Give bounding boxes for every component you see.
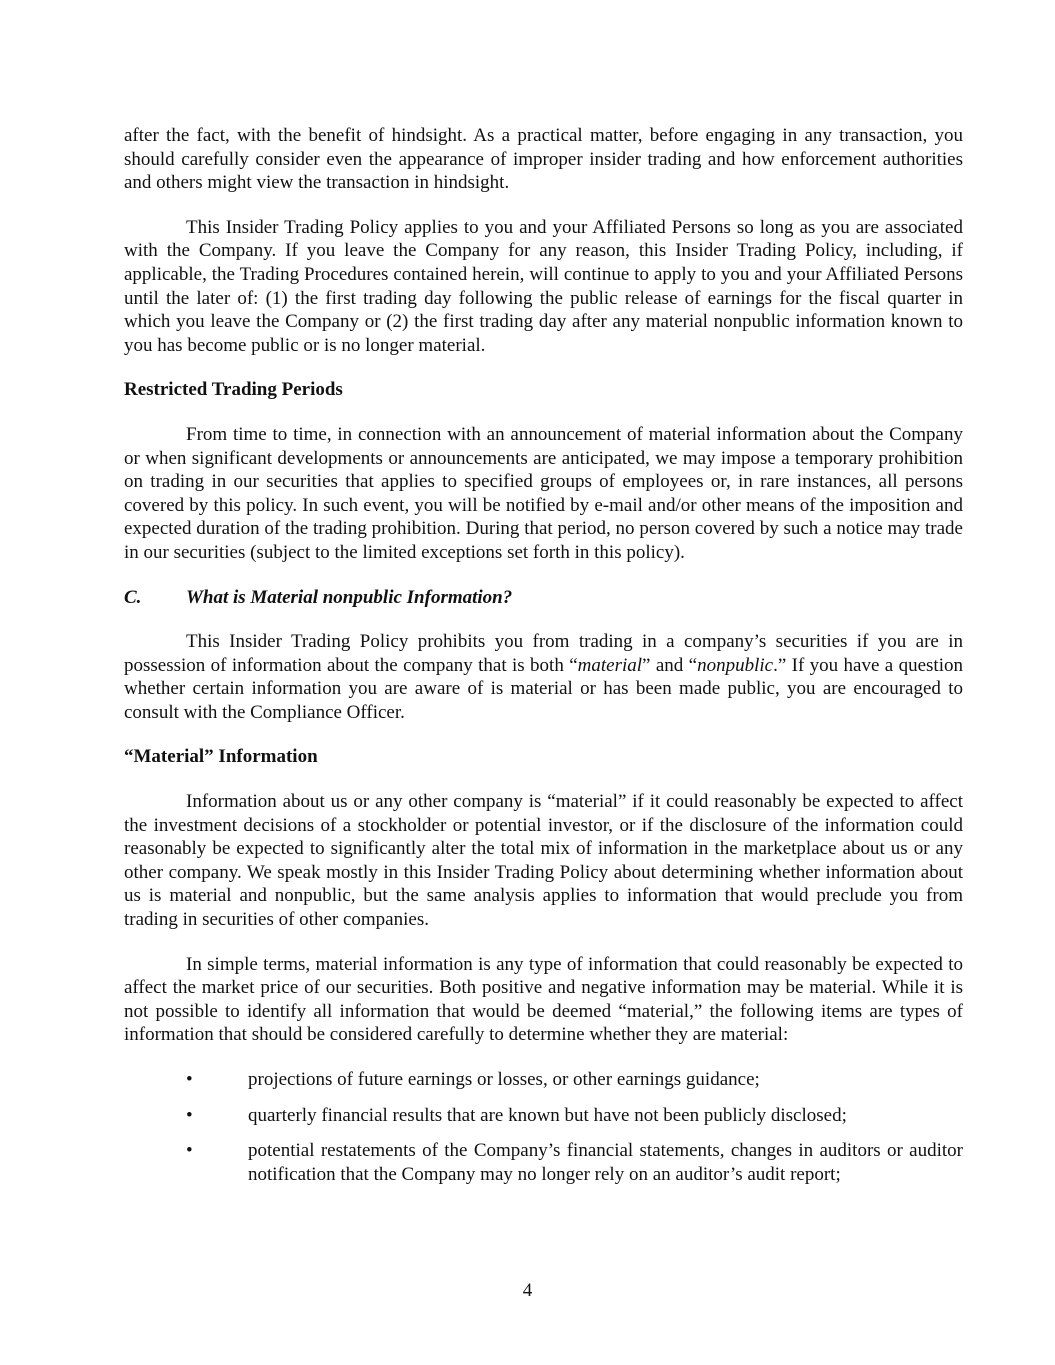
paragraph-material-nonpublic <box>124 630 963 724</box>
paragraph-material-definition: Information about us or any other company is “material” if it could reasonably be expected to affect the investment decisions of a stockholder or potential investor, or if the disclosure of the information could reasonably be expected to significantly alter the total mix of information in the marketplace about us or any other company. We speak mostly in this Insider Trading Policy about determining whether information about us is material and nonpublic, but the same analysis applies to information that would preclude you from trading in securities of other companies. <box>124 791 963 931</box>
list-item-text: projections of future earnings or losses, or other earnings guidance; <box>248 1069 760 1090</box>
list-item <box>124 1104 963 1128</box>
section-c-heading <box>124 586 963 610</box>
list-item <box>124 1068 963 1092</box>
page-number: 4 <box>522 1280 533 1301</box>
paragraph-restricted-trading: From time to time, in connection with an announcement of material information about the Company or when significant developments or announcements are anticipated, we may impose a temporary prohibition on trading in our securities that applies to specified groups of employees or, in rare instances, all persons covered by this policy. In such event, you will be notified by e-mail and/or other means of the imposition and expected duration of the trading prohibition. During that period, no person covered by such a notice may trade in our securities (subject to the limited exceptions set forth in this policy). <box>124 423 963 563</box>
paragraph-material-nonpublic-mid: ” and “ <box>642 654 698 676</box>
section-c-title: What is Material nonpublic Information? <box>186 586 513 608</box>
paragraph-material-nonpublic-pre: This Insider Trading Policy prohibits you from trading in a company’s securities if you are in possession of information about the company that is both “ <box>124 631 963 676</box>
paragraph-material-simple-terms: In simple terms, material information is any type of information that could reasonably be expected to affect the market price of our securities. Both positive and negative information may be material. While it is not possible to identify all information that would be deemed “material,” the following items are types of information that should be considered carefully to determine whether they are material: <box>124 953 963 1046</box>
heading-restricted-trading-periods: Restricted Trading Periods <box>124 379 343 401</box>
bullet-icon: • <box>186 1140 193 1162</box>
heading-material-information: “Material” Information <box>124 746 318 768</box>
section-c-letter: C. <box>124 586 142 608</box>
document-page <box>124 124 963 1198</box>
bullet-icon: • <box>186 1104 193 1126</box>
paragraph-hindsight: after the fact, with the benefit of hindsight. As a practical matter, before engaging in any transaction, you should carefully consider even the appearance of improper insider trading and how enforcement authorities and others might view the transaction in hindsight. <box>124 125 963 194</box>
bullet-icon: • <box>186 1069 193 1090</box>
list-item <box>124 1139 963 1186</box>
term-material: material <box>577 654 643 676</box>
material-items-list <box>124 1068 963 1186</box>
term-nonpublic: nonpublic <box>697 654 774 676</box>
list-item-text: quarterly financial results that are known but have not been publicly disclosed; <box>248 1104 847 1126</box>
list-item-text: potential restatements of the Company’s financial statements, changes in auditors or auditor notification that the Company may no longer rely on an auditor’s audit report; <box>248 1140 963 1185</box>
paragraph-material-nonpublic-post: .” If you have a question whether certain information you are aware of is material or has been made public, you are encouraged to consult with the Compliance Officer. <box>124 654 963 723</box>
paragraph-applicability: This Insider Trading Policy applies to you and your Affiliated Persons so long as you are associated with the Company. If you leave the Company for any reason, this Insider Trading Policy, including, if applicable, the Trading Procedures contained herein, will continue to apply to you and your Affiliated Persons until the later of: (1) the first trading day following the public release of earnings for the fiscal quarter in which you leave the Company or (2) the first trading day after any material nonpublic information known to you has become public or is no longer material. <box>124 216 963 356</box>
